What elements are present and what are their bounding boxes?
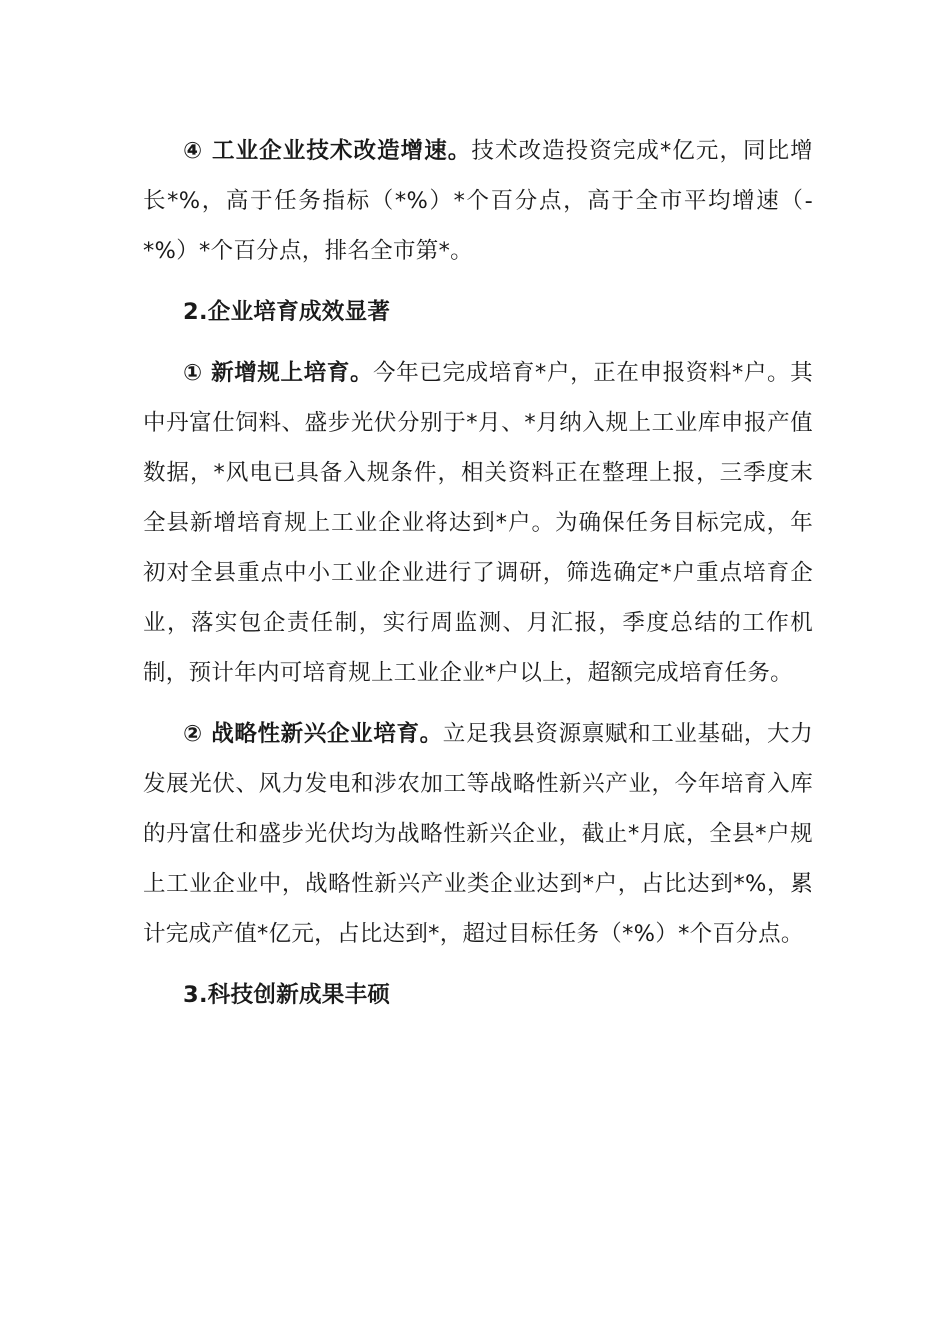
- item-text: 立足我县资源禀赋和工业基础，大力发展光伏、风力发电和涉农加工等战略性新兴产业，今年培育入库的丹富仕和盛步光伏均为战略性新兴企业，截止*月底，全县*户规上工业企业中，战略性新兴产业类企业达到*户，占比达到*%，累计完成产值*亿元，占比达到*，超过目标任务（*%）*个百分点。: [143, 721, 813, 947]
- section-heading: 3.科技创新成果丰硕: [183, 982, 391, 1008]
- section-heading: 2.企业培育成效显著: [183, 299, 391, 325]
- paragraph-new-enterprises: [143, 348, 813, 698]
- document-body: [143, 126, 813, 1020]
- item-lead: ④ 工业企业技术改造增速。: [183, 138, 472, 164]
- item-text: 今年已完成培育*户，正在申报资料*户。其中丹富仕饲料、盛步光伏分别于*月、*月纳入规上工业库申报产值数据，*风电已具备入规条件，相关资料正在整理上报，三季度末全县新增培育规上工业企业将达到*户。为确保任务目标完成，年初对全县重点中小工业企业进行了调研，筛选确定*户重点培育企业，落实包企责任制，实行周监测、月汇报，季度总结的工作机制，预计年内可培育规上工业企业*户以上，超额完成培育任务。: [143, 360, 813, 686]
- paragraph-tech-upgrade: [143, 126, 813, 276]
- item-lead: ② 战略性新兴企业培育。: [183, 721, 443, 747]
- item-lead: ① 新增规上培育。: [183, 360, 374, 386]
- item-text: 技术改造投资完成*亿元，同比增长*%，高于任务指标（*%）*个百分点，高于全市平均增速（-*%）*个百分点，排名全市第*。: [143, 138, 813, 264]
- paragraph-strategic-enterprises: [143, 709, 813, 959]
